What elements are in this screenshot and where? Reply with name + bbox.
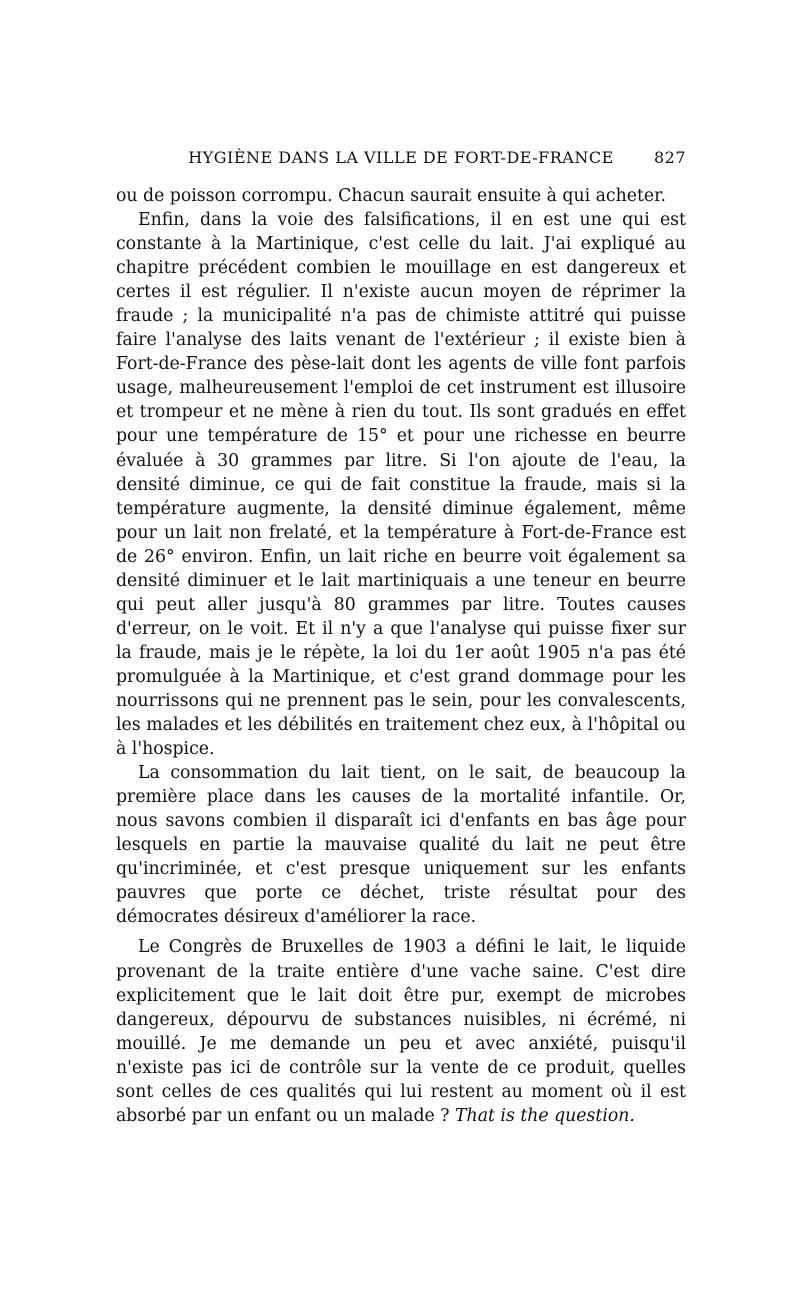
paragraph-brussels-congress — [116, 935, 686, 1127]
book-page — [116, 146, 686, 1128]
running-title: HYGIÈNE DANS LA VILLE DE FORT-DE-FRANCE — [188, 148, 614, 167]
page-number: 827 — [653, 148, 686, 167]
paragraph-brussels-text: Le Congrès de Bruxelles de 1903 a défini le lait, le liquide provenant de la traite entière d'une vache saine. C'est dire explicitement que le lait doit être pur, exempt de microbes dangereux, dépourvu de substances nuisibles, ni écrémé, ni mouillé. Je me demande un peu et avec anxiété, puisqu'il n'existe pas ici de contrôle sur la vente de ce produit, quelles sont celles de ces qualités qui lui restent au moment où il est absorbé par un enfant ou un malade ? — [116, 937, 686, 1126]
paragraph-milk-falsification: Enfin, dans la voie des falsifications, il en est une qui est constante à la Martinique, c'est celle du lait. J'ai expliqué au chapitre précédent combien le mouillage en est dangereux et certes il est régulier. Il n'existe aucun moyen de réprimer la fraude ; la municipalité n'a pas de chimiste attitré qui puisse faire l'analyse des laits venant de l'extérieur ; il existe bien à Fort-de-France des pèse-lait dont les agents de ville font parfois usage, malheureusement l'emploi de cet instrument est illusoire et trompeur et ne mène à rien du tout. Ils sont gradués en effet pour une température de 15° et pour une richesse en beurre évaluée à 30 grammes par litre. Si l'on ajoute de l'eau, la densité diminue, ce qui de fait constitue la fraude, mais si la température augmente, la densité diminue également, même pour un lait non frelaté, et la température à Fort-de-France est de 26° environ. Enfin, un lait riche en beurre voit également sa densité diminuer et le lait martiniquais a une teneur en beurre qui peut aller jusqu'à 80 grammes par litre. Toutes causes d'erreur, on le voit. Et il n'y a que l'analyse qui puisse fixer sur la fraude, mais je le répète, la loi du 1er août 1905 n'a pas été promulguée à la Martinique, et c'est grand dommage pour les nourrissons qui ne prennent pas le sein, pour les convalescents, les malades et les débilités en traitement chez eux, à l'hôpital ou à l'hospice. — [116, 210, 686, 760]
paragraph-continued: ou de poisson corrompu. Chacun saurait ensuite à qui acheter. — [116, 186, 666, 206]
closing-quote: That is the question. — [455, 1105, 635, 1126]
body-text — [116, 184, 686, 1128]
paragraph-infant-mortality: La consommation du lait tient, on le sait, de beaucoup la première place dans les causes de la mortalité infantile. Or, nous savons combien il disparaît ici d'enfants en bas âge pour lesquels en partie la mauvaise qualité du lait ne peut être qu'incriminée, et c'est presque uniquement sur les enfants pauvres que porte ce déchet, triste résultat pour des démocrates désireux d'améliorer la race. — [116, 763, 686, 928]
running-header — [116, 146, 686, 176]
